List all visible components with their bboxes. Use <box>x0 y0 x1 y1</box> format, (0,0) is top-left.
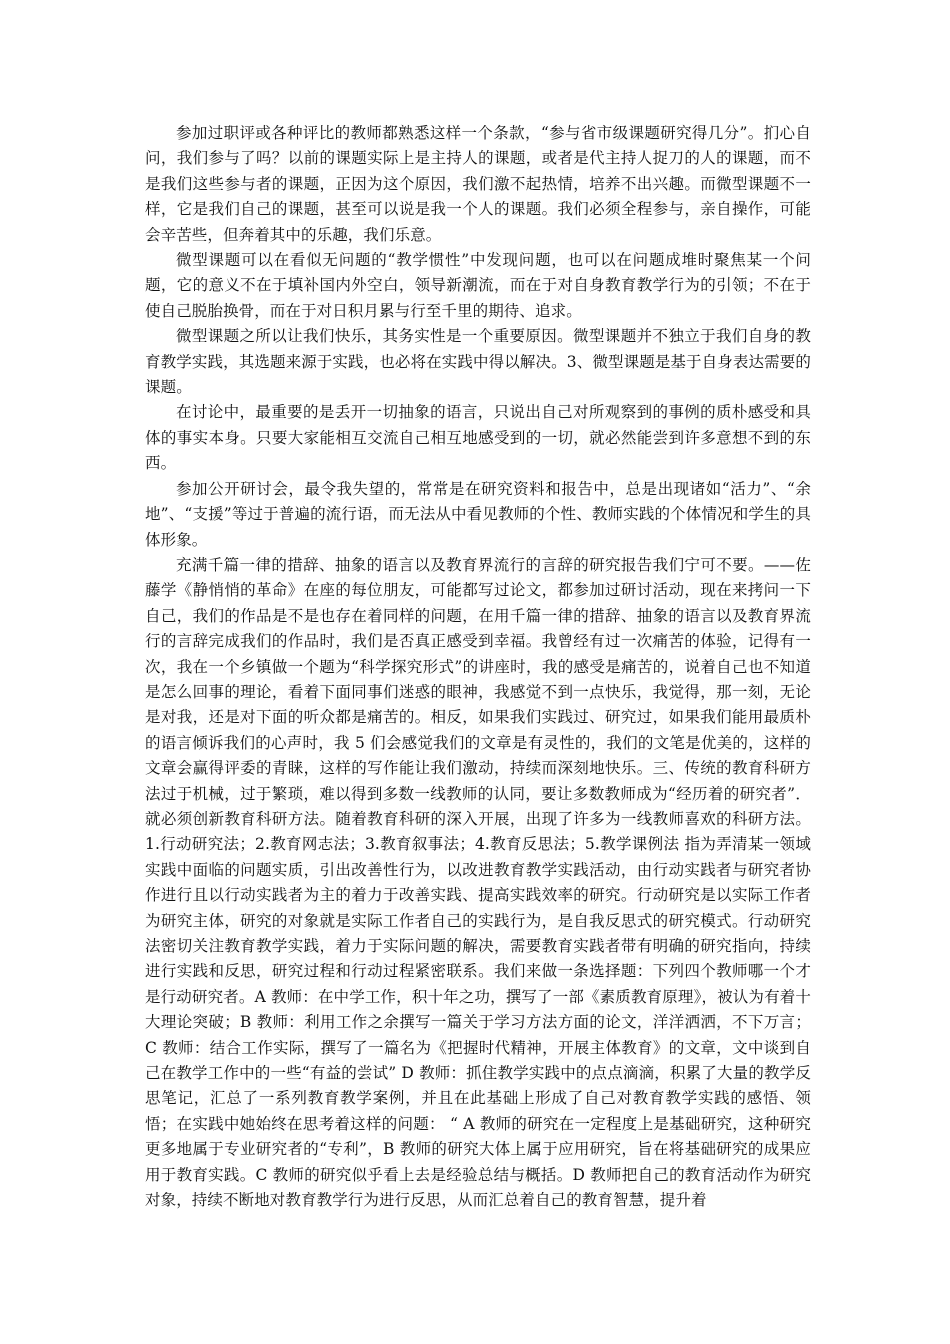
paragraph-5: 参加公开研讨会，最令我失望的，常常是在研究资料和报告中，总是出现诸如“活力”、“余地”、“支援”等过于普遍的流行语，而无法从中看见教师的个性、教师实践的个体情况和学生的具体形象。 <box>145 479 811 549</box>
paragraph-6: 充满千篇一律的措辞、抽象的语言以及教育界流行的言辞的研究报告我们宁可不要。——佐藤学《静悄悄的革命》在座的每位朋友，可能都写过论文，都参加过研讨活动，现在来拷问一下自己，我们的作品是不是也存在着同样的问题，在用千篇一律的措辞、抽象的语言以及教育界流行的言辞完成我们的作品时，我们是否真正感受到幸福。我曾经有过一次痛苦的体验，记得有一次，我在一个乡镇做一个题为“科学探究形式”的讲座时，我的感受是痛苦的，说着自己也不知道是怎么回事的理论，看着下面同事们迷惑的眼神，我感觉不到一点快乐，我觉得，那一刻，无论是对我，还是对下面的听众都是痛苦的。相反，如果我们实践过、研究过，如果我们能用最质朴的语言倾诉我们的心声时，我 5 们会感觉我们的文章是有灵性的，我们的文笔是优美的，这样的文章会赢得评委的青睐，这样的写作能让我们激动，持续而深刻地快乐。三、传统的教育科研方法过于机械，过于繁琐，难以得到多数一线教师的认同，要让多数教师成为“经历着的研究者”．就必须创新教育科研方法。随着教育科研的深入开展，出现了许多为一线教师喜欢的科研方法。1.行动研究法；2.教育网志法；3.教育叙事法；4.教育反思法；5.教学课例法 指为弄清某一领域实践中面临的问题实质，引出改善性行为，以改进教育教学实践活动，由行动实践者与研究者协作进行且以行动实践者为主的着力于改善实践、提高实践效率的研究。行动研究是以实际工作者为研究主体，研究的对象就是实际工作者自己的实践行为，是自我反思式的研究模式。行动研究法密切关注教育教学实践，着力于实际问题的解决，需要教育实践者带有明确的研究指向，持续进行实践和反思，研究过程和行动过程紧密联系。我们来做一条选择题：下列四个教师哪一个才是行动研究者。A 教师：在中学工作，积十年之功，撰写了一部《素质教育原理》，被认为有着十大理论突破；B 教师：利用工作之余撰写一篇关于学习方法方面的论文，洋洋洒洒，不下万言；C 教师：结合工作实际，撰写了一篇名为《把握时代精神，开展主体教育》的文章，文中谈到自己在教学工作中的一些“有益的尝试” D 教师：抓住教学实践中的点点滴滴，积累了大量的教学反思笔记，汇总了一系列教育教学案例，并且在此基础上形成了自己对教育教学实践的感悟、领悟；在实践中她始终在思考着这样的问题： “ A 教师的研究在一定程度上是基础研究，这种研究更多地属于专业研究者的“专利”，B 教师的研究大体上属于应用研究，旨在将基础研究的成果应用于教育实践。C 教师的研究似乎看上去是经验总结与概括。D 教师把自己的教育活动作为研究对象，持续不断地对教育教学行为进行反思，从而汇总着自己的教育智慧，提升着 <box>145 555 811 1210</box>
paragraph-1: 参加过职评或各种评比的教师都熟悉这样一个条款，“参与省市级课题研究得几分”。扪心自问，我们参与了吗？以前的课题实际上是主持人的课题，或者是代主持人捉刀的人的课题，而不是我们这些参与者的课题，正因为这个原因，我们激不起热情，培养不出兴趣。而微型课题不一样，它是我们自己的课题，甚至可以说是我一个人的课题。我们必须全程参与，亲自操作，可能会辛苦些，但奔着其中的乐趣，我们乐意。 <box>145 124 811 244</box>
paragraph-2: 微型课题可以在看似无问题的“教学惯性”中发现问题，也可以在问题成堆时聚焦某一个问题，它的意义不在于填补国内外空白，领导新潮流，而在于对自身教育教学行为的引领；不在于使自己脱胎换骨，而在于对日积月累与行至千里的期待、追求。 <box>145 251 811 320</box>
paragraph-4: 在讨论中，最重要的是丢开一切抽象的语言，只说出自己对所观察到的事例的质朴感受和具体的事实本身。只要大家能相互交流自己相互地感受到的一切，就必然能尝到许多意想不到的东西。 <box>145 403 811 473</box>
document-page <box>145 121 811 1213</box>
paragraph-3: 微型课题之所以让我们快乐，其务实性是一个重要原因。微型课题并不独立于我们自身的教育教学实践，其选题来源于实践，也必将在实践中得以解决。3、微型课题是基于自身表达需要的课题。 <box>145 327 811 397</box>
